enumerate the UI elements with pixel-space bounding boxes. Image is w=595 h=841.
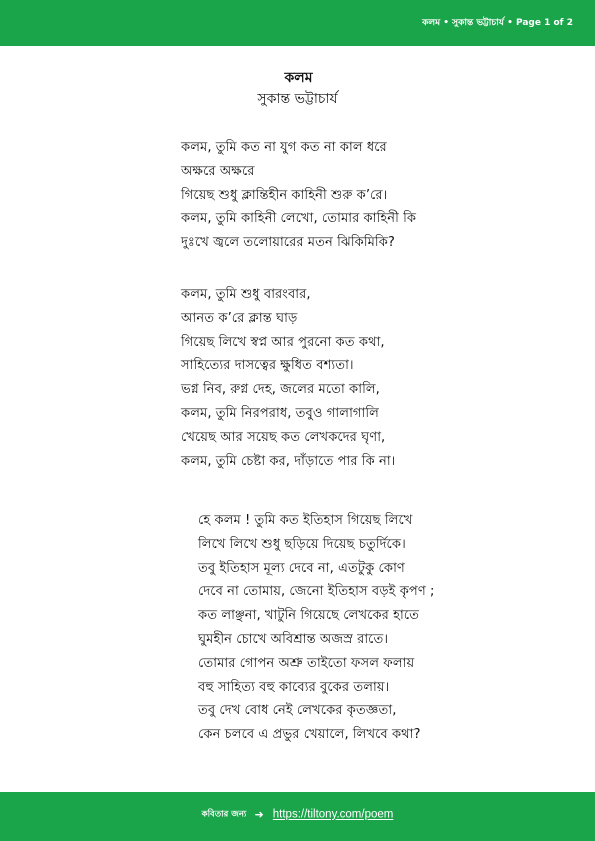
poem-line: অক্ষরে অক্ষরে: [181, 163, 255, 179]
poem-line: গিয়েছ লিখে স্বপ্ন আর পুরনো কত কথা,: [181, 334, 385, 350]
arrow-right-icon: ➜: [254, 808, 264, 821]
poem-line: কত লাঞ্ছনা, খাটুনি গিয়েছে লেখকের হাতে: [198, 608, 420, 624]
poem-line: কলম, তুমি নিরপরাধ, তবুও গালাগালি: [181, 405, 379, 421]
stanza-2: [181, 283, 395, 473]
poem-line: তবু দেখ বোধ নেই লেখকের কৃতজ্ঞতা,: [198, 703, 397, 719]
poem-line: তোমার গোপন অশ্রু তাইতো ফসল ফলায়: [198, 655, 415, 671]
poem-line: কলম, তুমি চেষ্টা কর, দাঁড়াতে পার কি না।: [181, 453, 396, 469]
poem-line: তবু ইতিহাস মূল্য দেবে না, এতটুকু কোণ: [198, 560, 405, 576]
poem-line: কলম, তুমি কাহিনী লেখো, তোমার কাহিনী কি: [181, 211, 417, 227]
stanza-3: [198, 509, 434, 747]
poem-line: ভগ্ন নিব, রুগ্ন দেহ, জলের মতো কালি,: [181, 382, 380, 398]
footer-label: কবিতার জন্য: [201, 809, 247, 820]
running-header: কলম • সুকান্ত ভট্টাচার্য • Page 1 of 2: [422, 18, 573, 28]
poem-line: কেন চলবে এ প্রভুর খেয়ালে, লিখবে কথা?: [198, 727, 421, 743]
stanza-1: [181, 136, 416, 255]
poem-link[interactable]: https://tiltony.com/poem: [272, 808, 394, 821]
poem-line: বহু সাহিত্য বহু কাব্যের বুকের তলায়।: [198, 679, 390, 695]
poem-line: গিয়েছ শুধু ক্লান্তিহীন কাহিনী শুরু ক’রে।: [181, 187, 388, 203]
poem-line: কলম, তুমি কত না যুগ কত না কাল ধরে: [181, 140, 387, 155]
poem-line: লিখে লিখে শুধু ছড়িয়ে দিয়েছ চতুর্দিকে।: [198, 536, 406, 552]
poem-line: দেবে না তোমায়, জেনো ইতিহাস বড়ই কৃপণ ;: [198, 584, 435, 600]
footer-bar: [0, 792, 595, 841]
poem-line: ঘুমহীন চোখে অবিশ্রান্ত অজস্র রাতে।: [198, 631, 389, 647]
poem-line: দুঃখে জ্বলে তলোয়ারের মতন ঝিকিমিকি?: [181, 235, 395, 251]
header-bar: [0, 0, 595, 46]
poem-line: খেয়েছ আর সয়েছ কত লেখকদের ঘৃণা,: [181, 429, 386, 445]
poem-line: আনত ক’রে ক্লান্ত ঘাড়: [181, 310, 298, 326]
poem-heading: [0, 68, 595, 110]
poem-line: হে কলম ! তুমি কত ইতিহাস গিয়েছ লিখে: [198, 513, 413, 528]
poem-line: কলম, তুমি শুধু বারংবার,: [181, 287, 311, 302]
poem-author: সুকান্ত ভট্টাচার্য: [257, 91, 338, 107]
footer-content: [0, 804, 595, 823]
poem-title: কলম: [284, 70, 313, 86]
poem-line: সাহিত্যের দাসত্বের ক্ষুধিত বশ্যতা।: [181, 358, 354, 374]
